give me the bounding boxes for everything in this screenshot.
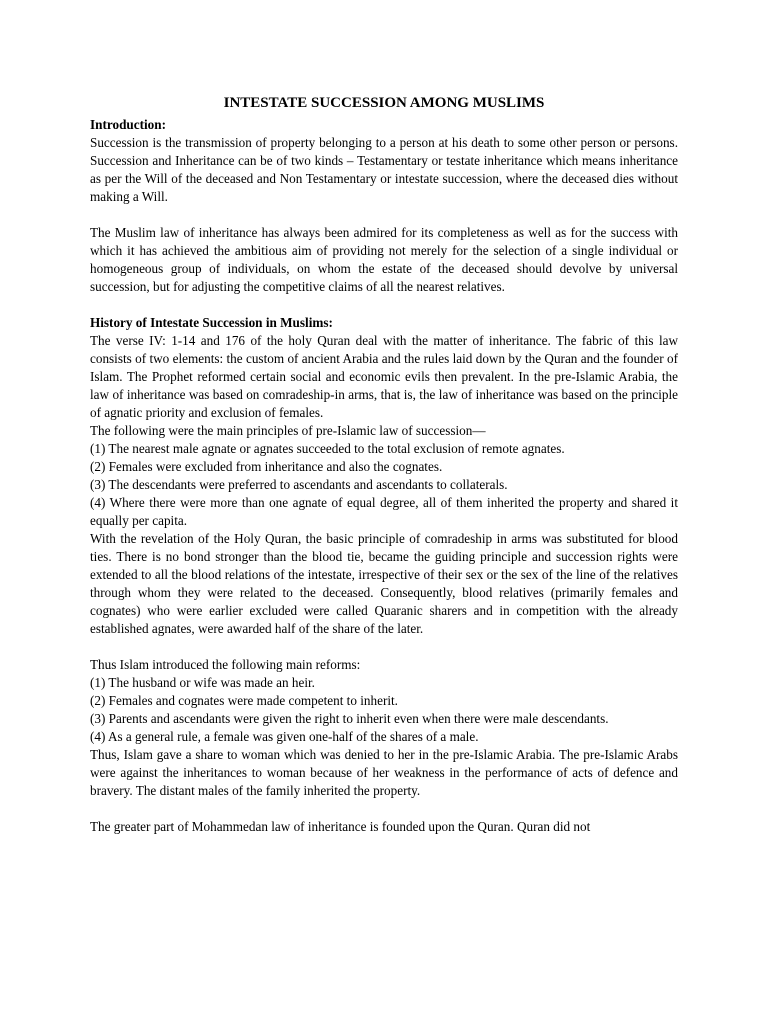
intro-paragraph-1: Succession is the transmission of property belonging to a person at his death to some other person or persons. Succession and Inheritance can be of two kinds – Testamentary or testate inheritance which means inheritance as per the Will of the deceased and Non Testamentary or intestate succession, where the deceased dies without making a Will. bbox=[90, 135, 678, 204]
document-title: INTESTATE SUCCESSION AMONG MUSLIMS bbox=[223, 95, 545, 111]
intro-heading: Introduction: bbox=[90, 117, 166, 132]
paragraph-gap bbox=[90, 296, 678, 314]
reform-item-3: (3) Parents and ascendants were given the right to inherit even when there were male descendants. bbox=[90, 711, 609, 726]
revelation-paragraph: With the revelation of the Holy Quran, the basic principle of comradeship in arms was substituted for blood ties. There is no bond stronger than the blood tie, became the guiding principle and succession rights were extended to all the blood relations of the intestate, irrespective of their sex or the sex of the line of the relatives through whom they were related to the deceased. Consequently, blood relatives (primarily females and cognates) who were earlier excluded were called Quaranic sharers and in competition with the already established agnates, were awarded half of the share of the later. bbox=[90, 531, 678, 636]
history-heading: History of Intestate Succession in Muslims: bbox=[90, 315, 333, 330]
paragraph-gap bbox=[90, 206, 678, 224]
principles-intro: The following were the main principles of pre-Islamic law of succession— bbox=[90, 423, 486, 438]
principle-item-2: (2) Females were excluded from inheritance and also the cognates. bbox=[90, 459, 443, 474]
reform-item-2: (2) Females and cognates were made competent to inherit. bbox=[90, 693, 398, 708]
paragraph-gap bbox=[90, 800, 678, 818]
final-paragraph: The greater part of Mohammedan law of inheritance is founded upon the Quran. Quran did not bbox=[90, 819, 591, 834]
principle-item-4: (4) Where there were more than one agnate of equal degree, all of them inherited the property and shared it equally per capita. bbox=[90, 495, 678, 528]
document-page bbox=[90, 92, 678, 836]
reform-item-1: (1) The husband or wife was made an heir. bbox=[90, 675, 315, 690]
reform-item-4: (4) As a general rule, a female was given one-half of the shares of a male. bbox=[90, 729, 479, 744]
reforms-intro: Thus Islam introduced the following main reforms: bbox=[90, 657, 361, 672]
history-paragraph: The verse IV: 1-14 and 176 of the holy Quran deal with the matter of inheritance. The fabric of this law consists of two elements: the custom of ancient Arabia and the rules laid down by the Quran and the founder of Islam. The Prophet reformed certain social and economic evils then prevalent. In the pre-Islamic Arabia, the law of inheritance was based on comradeship-in arms, that is, the law of inheritance was based on the principle of agnatic priority and exclusion of females. bbox=[90, 333, 678, 420]
share-paragraph: Thus, Islam gave a share to woman which was denied to her in the pre-Islamic Arabia. The pre-Islamic Arabs were against the inheritances to woman because of her weakness in the performance of acts of defence and bravery. The distant males of the family inherited the property. bbox=[90, 747, 678, 798]
paragraph-gap bbox=[90, 638, 678, 656]
principle-item-1: (1) The nearest male agnate or agnates succeeded to the total exclusion of remote agnates. bbox=[90, 441, 565, 456]
principle-item-3: (3) The descendants were preferred to ascendants and ascendants to collaterals. bbox=[90, 477, 508, 492]
intro-paragraph-2: The Muslim law of inheritance has always been admired for its completeness as well as for the success with which it has achieved the ambitious aim of providing not merely for the selection of a single individual or homogeneous group of individuals, on whom the estate of the deceased should devolve by universal succession, but for adjusting the competitive claims of all the nearest relatives. bbox=[90, 225, 678, 294]
